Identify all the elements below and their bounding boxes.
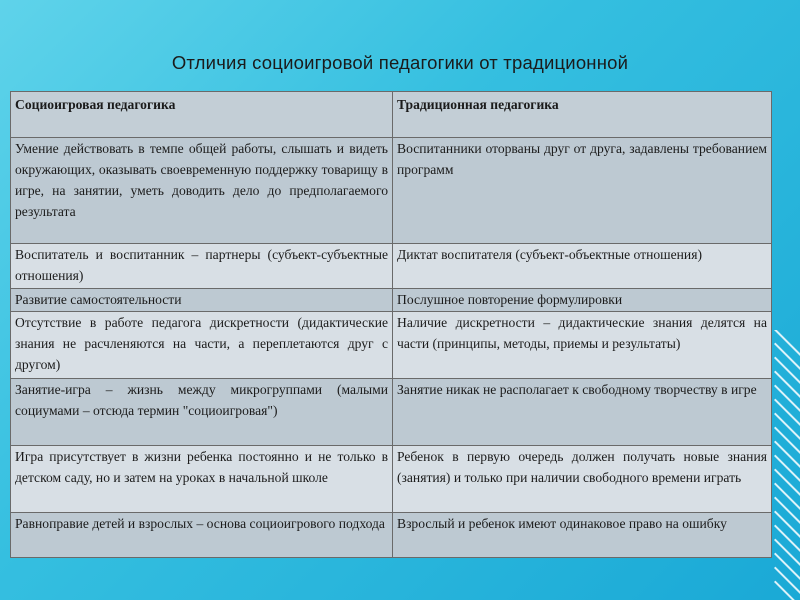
table-row <box>11 244 772 289</box>
table-row <box>11 513 772 558</box>
table-cell-socio: Игра присутствует в жизни ребенка постоянно и не только в детском саду, но и затем на уроках в начальной школе <box>11 446 393 513</box>
comparison-table <box>10 91 772 558</box>
table-cell-traditional: Занятие никак не располагает к свободному творчеству в игре <box>393 379 772 446</box>
header-socio-game: Социоигровая педагогика <box>11 92 393 138</box>
table-cell-socio: Воспитатель и воспитанник – партнеры (субъект-субъектные отношения) <box>11 244 393 289</box>
table-row <box>11 446 772 513</box>
decorative-stripes <box>770 330 800 600</box>
table-cell-socio: Занятие-игра – жизнь между микрогруппами (малыми социумами – отсюда термин "социоигровая") <box>11 379 393 446</box>
table-row <box>11 289 772 312</box>
table-cell-traditional: Наличие дискретности – дидактические знания делятся на части (принципы, методы, приемы и результаты) <box>393 312 772 379</box>
comparison-table-container <box>10 91 771 558</box>
table-cell-socio: Умение действовать в темпе общей работы, слышать и видеть окружающих, оказывать своевременную поддержку товарищу в игре, на занятии, уметь доводить дело до предполагаемого результата <box>11 138 393 244</box>
table-cell-socio: Развитие самостоятельности <box>11 289 393 312</box>
table-row <box>11 312 772 379</box>
table-cell-traditional: Воспитанники оторваны друг от друга, задавлены требованием программ <box>393 138 772 244</box>
header-traditional: Традиционная педагогика <box>393 92 772 138</box>
table-cell-socio: Равноправие детей и взрослых – основа социоигрового подхода <box>11 513 393 558</box>
table-cell-traditional: Ребенок в первую очередь должен получать новые знания (занятия) и только при наличии свободного времени играть <box>393 446 772 513</box>
table-cell-traditional: Взрослый и ребенок имеют одинаковое право на ошибку <box>393 513 772 558</box>
slide-title: Отличия социоигровой педагогики от традиционной <box>171 52 629 73</box>
table-header-row <box>11 92 772 138</box>
table-cell-traditional: Диктат воспитателя (субъект-объектные отношения) <box>393 244 772 289</box>
table-cell-traditional: Послушное повторение формулировки <box>393 289 772 312</box>
table-row <box>11 138 772 244</box>
table-cell-socio: Отсутствие в работе педагога дискретности (дидактические знания не расчленяются на части, а переплетаются друг с другом) <box>11 312 393 379</box>
table-row <box>11 379 772 446</box>
